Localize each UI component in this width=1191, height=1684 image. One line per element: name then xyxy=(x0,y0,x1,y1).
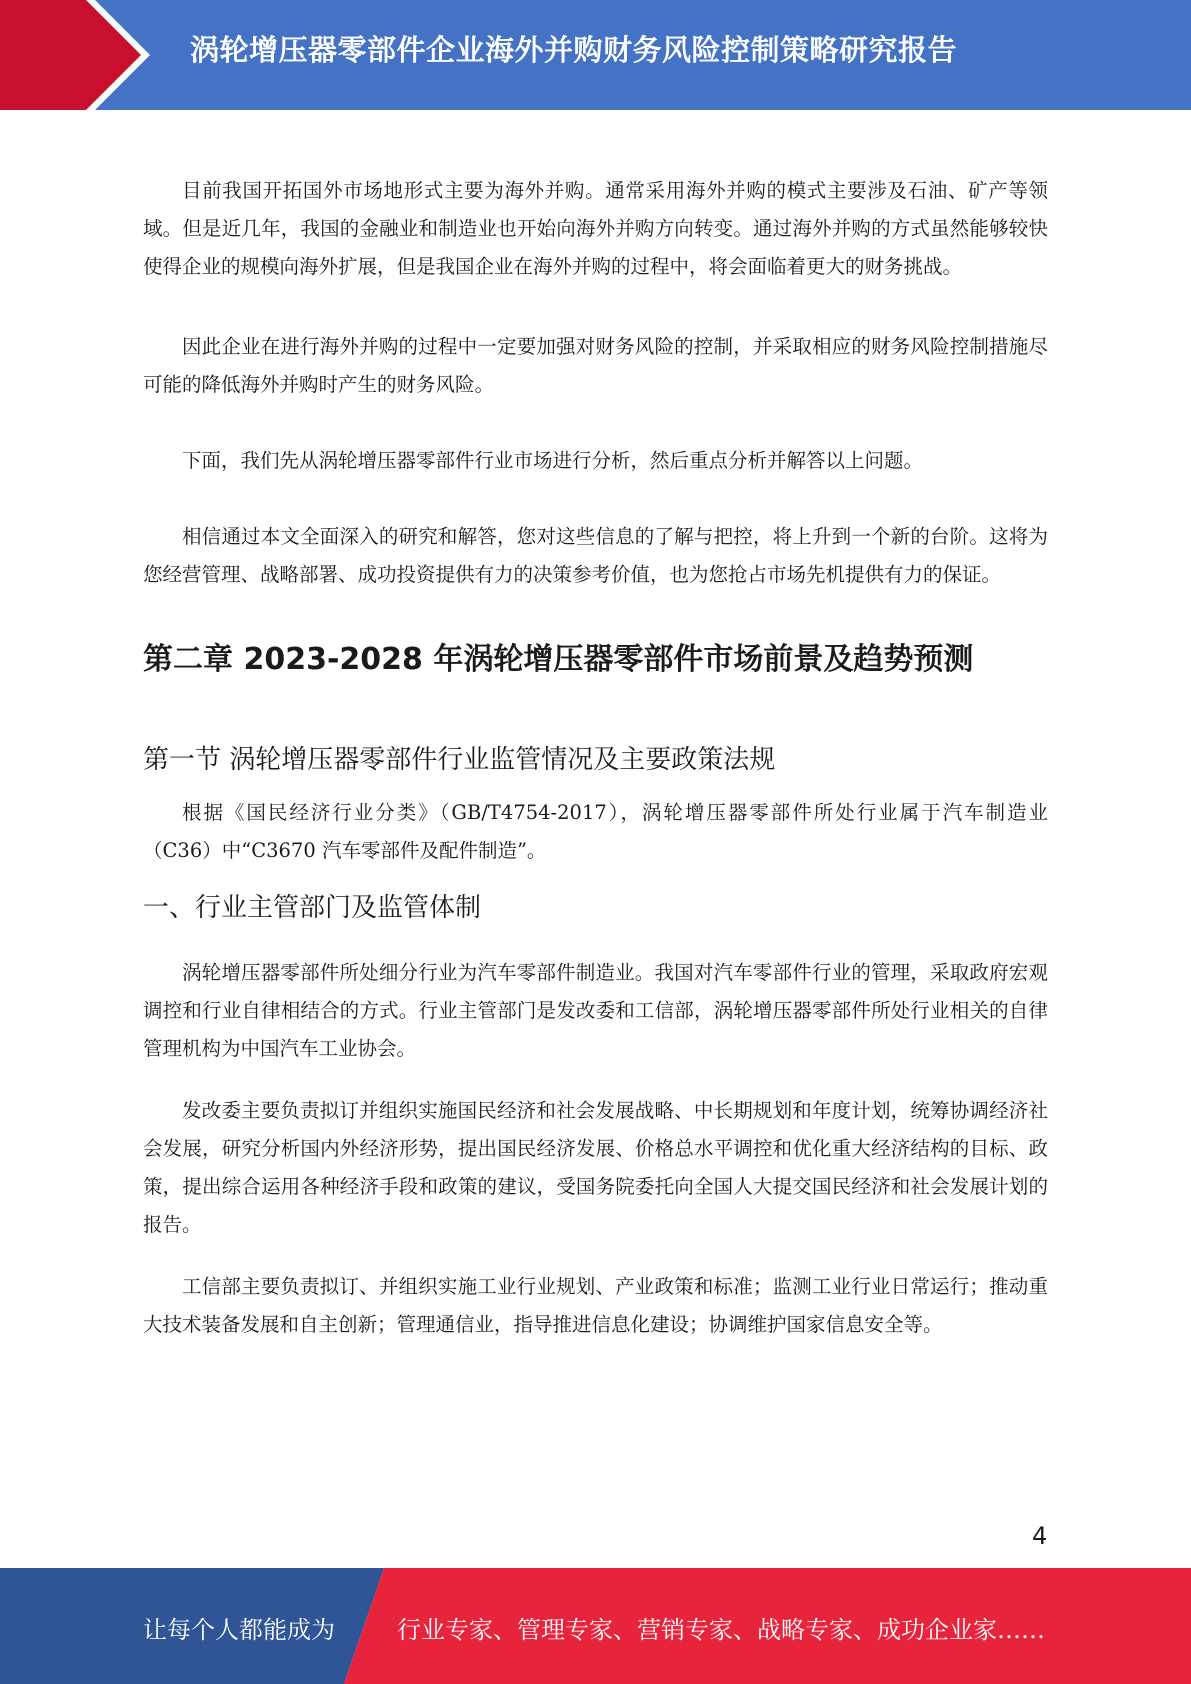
paragraph-4: 相信通过本文全面深入的研究和解答，您对这些信息的了解与把控，将上升到一个新的台阶。这将为您经营管理、战略部署、成功投资提供有力的决策参考价值，也为您抢占市场先机提供有力的保证。 xyxy=(143,525,1048,586)
paragraph-8: 工信部主要负责拟订、并组织实施工业行业规划、产业政策和标准；监测工业行业日常运行；推动重大技术装备发展和自主创新；管理通信业，指导推进信息化建设；协调维护国家信息安全等。 xyxy=(143,1275,1048,1336)
page-body xyxy=(143,172,1048,1344)
footer-slogan: 让每个人都能成为 xyxy=(143,1616,335,1644)
paragraph-7: 发改委主要负责拟订并组织实施国民经济和社会发展战略、中长期规划和年度计划，统筹协调经济社会发展，研究分析国内外经济形势，提出国民经济发展、价格总水平调控和优化重大经济结构的目标、政策，提出综合运用各种经济手段和政策的建议，受国务院委托向全国人大提交国民经济和社会发展计划的报告。 xyxy=(143,1099,1048,1236)
paragraph-1: 目前我国开拓国外市场地形式主要为海外并购。通常采用海外并购的模式主要涉及石油、矿产等领域。但是近几年，我国的金融业和制造业也开始向海外并购方向转变。通过海外并购的方式虽然能够较快使得企业的规模向海外扩展，但是我国企业在海外并购的过程中，将会面临着更大的财务挑战。 xyxy=(143,179,1048,278)
paragraph-6: 涡轮增压器零部件所处细分行业为汽车零部件制造业。我国对汽车零部件行业的管理，采取政府宏观调控和行业自律相结合的方式。行业主管部门是发改委和工信部，涡轮增压器零部件所处行业相关的自律管理机构为中国汽车工业协会。 xyxy=(143,961,1048,1060)
footer-banner xyxy=(0,1568,1191,1684)
paragraph-3: 下面，我们先从涡轮增压器零部件行业市场进行分析，然后重点分析并解答以上问题。 xyxy=(182,449,924,472)
chapter-title: 第二章 2023-2028 年涡轮增压器零部件市场前景及趋势预测 xyxy=(143,642,974,677)
paragraph-5: 根据《国民经济行业分类》（GB/T4754-2017），涡轮增压器零部件所处行业属于汽车制造业（C36）中“C3670 汽车零部件及配件制造”。 xyxy=(143,801,1048,862)
paragraph-2: 因此企业在进行海外并购的过程中一定要加强对财务风险的控制，并采取相应的财务风险控制措施尽可能的降低海外并购时产生的财务风险。 xyxy=(143,335,1048,396)
header-banner xyxy=(0,0,1191,110)
footer-tagline: 行业专家、管理专家、营销专家、战略专家、成功企业家…… xyxy=(397,1616,1045,1644)
subsection-title: 一、行业主管部门及监管体制 xyxy=(143,893,482,923)
report-title: 涡轮增压器零部件企业海外并购财务风险控制策略研究报告 xyxy=(190,33,958,67)
page-number: 4 xyxy=(1032,1522,1048,1550)
section-title: 第一节 涡轮增压器零部件行业监管情况及主要政策法规 xyxy=(143,745,776,775)
